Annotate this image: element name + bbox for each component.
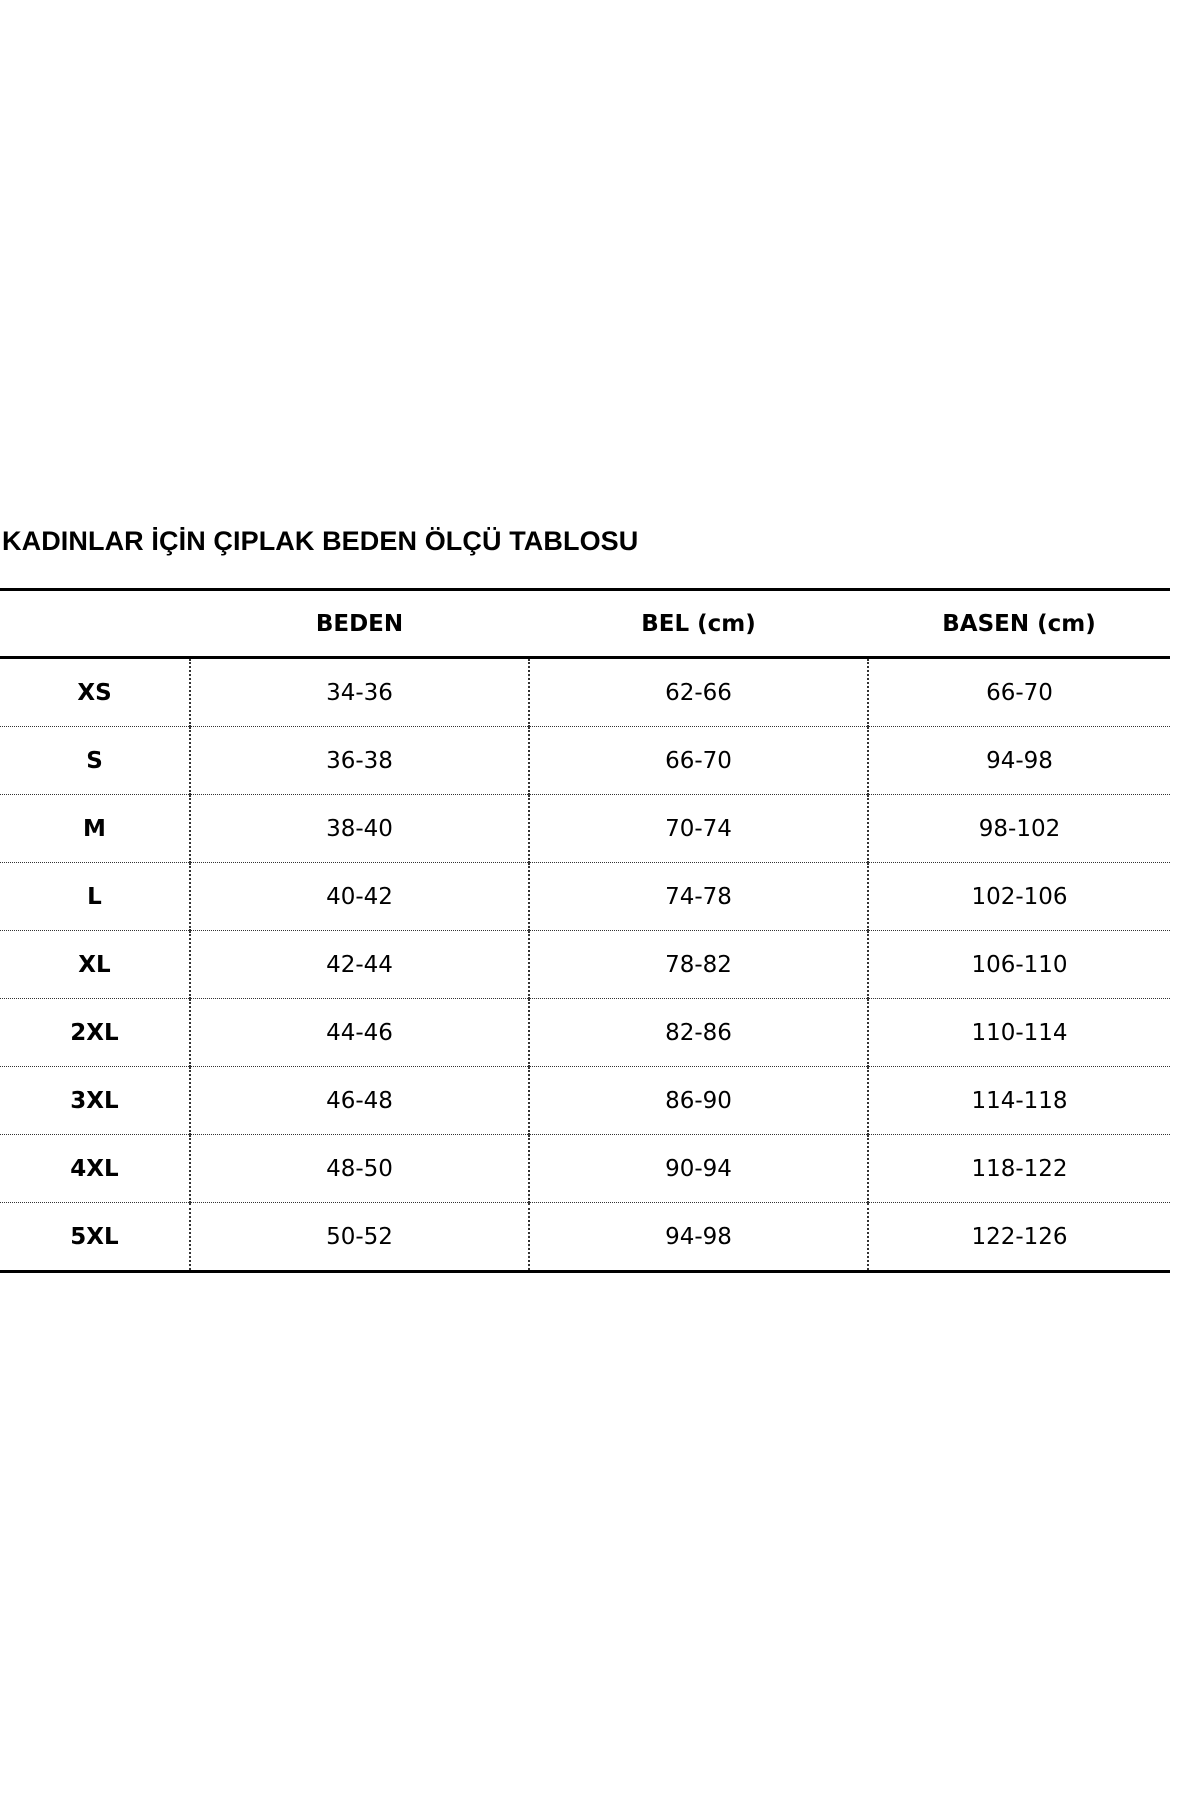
bel-cell: 66-70 <box>529 727 868 795</box>
beden-cell: 34-36 <box>190 658 529 727</box>
table-row <box>0 1067 1170 1135</box>
table-row <box>0 658 1170 727</box>
header-beden: BEDEN <box>190 590 529 658</box>
table-row <box>0 727 1170 795</box>
basen-cell: 114-118 <box>868 1067 1170 1135</box>
basen-cell: 102-106 <box>868 863 1170 931</box>
header-basen: BASEN (cm) <box>868 590 1170 658</box>
header-size-label <box>0 590 190 658</box>
size-label-cell: 4XL <box>0 1135 190 1203</box>
basen-cell: 66-70 <box>868 658 1170 727</box>
beden-cell: 40-42 <box>190 863 529 931</box>
bel-cell: 74-78 <box>529 863 868 931</box>
size-label-cell: M <box>0 795 190 863</box>
size-label-cell: 3XL <box>0 1067 190 1135</box>
bel-cell: 78-82 <box>529 931 868 999</box>
basen-cell: 122-126 <box>868 1203 1170 1272</box>
bel-cell: 86-90 <box>529 1067 868 1135</box>
header-bel: BEL (cm) <box>529 590 868 658</box>
size-label-cell: 5XL <box>0 1203 190 1272</box>
basen-cell: 118-122 <box>868 1135 1170 1203</box>
table-row <box>0 1135 1170 1203</box>
beden-cell: 46-48 <box>190 1067 529 1135</box>
beden-cell: 38-40 <box>190 795 529 863</box>
basen-cell: 106-110 <box>868 931 1170 999</box>
size-label-cell: XS <box>0 658 190 727</box>
table-row <box>0 931 1170 999</box>
beden-cell: 50-52 <box>190 1203 529 1272</box>
beden-cell: 42-44 <box>190 931 529 999</box>
size-label-cell: 2XL <box>0 999 190 1067</box>
size-label-cell: XL <box>0 931 190 999</box>
beden-cell: 36-38 <box>190 727 529 795</box>
basen-cell: 94-98 <box>868 727 1170 795</box>
bel-cell: 62-66 <box>529 658 868 727</box>
page-title: KADINLAR İÇİN ÇIPLAK BEDEN ÖLÇÜ TABLOSU <box>2 526 639 556</box>
bel-cell: 94-98 <box>529 1203 868 1272</box>
bel-cell: 82-86 <box>529 999 868 1067</box>
basen-cell: 98-102 <box>868 795 1170 863</box>
beden-cell: 48-50 <box>190 1135 529 1203</box>
table-row <box>0 863 1170 931</box>
basen-cell: 110-114 <box>868 999 1170 1067</box>
size-label-cell: L <box>0 863 190 931</box>
bel-cell: 70-74 <box>529 795 868 863</box>
table-header-row <box>0 590 1170 658</box>
table-row <box>0 1203 1170 1272</box>
table-row <box>0 795 1170 863</box>
size-label-cell: S <box>0 727 190 795</box>
table-row <box>0 999 1170 1067</box>
bel-cell: 90-94 <box>529 1135 868 1203</box>
size-chart-table <box>0 588 1170 1273</box>
beden-cell: 44-46 <box>190 999 529 1067</box>
